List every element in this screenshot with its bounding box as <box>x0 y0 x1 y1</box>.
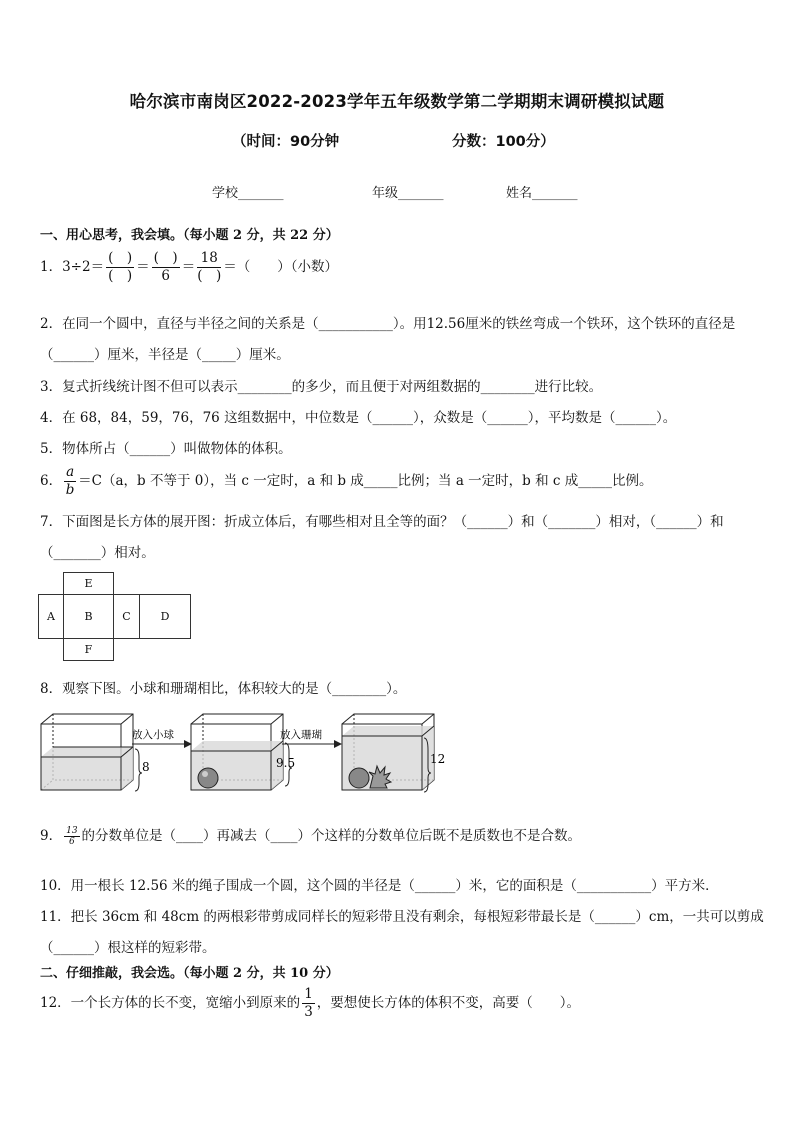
question-10: 10．用一根长 12.56 米的绳子围成一个圆，这个圆的半径是（______）米，它的面积是（___________）平方米． <box>40 878 719 894</box>
question-9: 9． $\frac{13}{6}$ 的分数单位是（____）再减去（____）个这样的分数单位后既不是质数也不是合数。 <box>40 826 582 847</box>
question-7-line-2: （_______）相对。 <box>40 545 155 561</box>
total-score: 分数：100分） <box>452 134 555 150</box>
section-heading-choice: 二、仔细推敲，我会选。（每小题 2 分，共 10 分） <box>40 966 339 981</box>
question-2-line-1: 2．在同一个圆中，直径与半径之间的关系是（___________）。用12.56厘米的铁丝弯成一个铁环，这个铁环的直径是 <box>40 316 736 332</box>
net-face-d: D <box>139 594 191 639</box>
question-3: 3．复式折线统计图不但可以表示________的多少，而且便于对两组数据的________进行比较。 <box>40 379 603 395</box>
page-title: 哈尔滨市南岗区2022-2023学年五年级数学第二学期期末调研模拟试题 <box>129 92 665 111</box>
question-1: 1．3÷2＝ $\frac{( )}{( )}$ ＝ $\frac{( )}{6}$ ＝ $\frac{18}{( )}$ ＝（ ）（小数） <box>40 250 338 284</box>
question-5: 5．物体所占（______）叫做物体的体积。 <box>40 441 292 457</box>
arrow-label-2: 放入珊瑚 <box>280 729 322 741</box>
question-2-line-2: （______）厘米，半径是（_____）厘米。 <box>40 347 290 363</box>
water-displacement-figure <box>36 704 446 804</box>
question-11-line-1: 11．把长 36cm 和 48cm 的两根彩带剪成同样长的短彩带且没有剩余，每根短彩带最长是（______）cm，一共可以剪成 <box>40 909 764 925</box>
height-label-2: 9.5 <box>276 756 296 770</box>
grade-field: 年级_______ <box>372 186 444 201</box>
q1-frac-1: $\frac{( )}{( )}$ <box>108 250 133 284</box>
question-6: 6． $\frac{a}{b}$ ＝C（a，b 不等于 0），当 c 一定时，a 和 b 成_____比例；当 a 一定时，b 和 c 成_____比例。 <box>40 464 653 498</box>
height-label-3: 12 <box>430 752 446 766</box>
time-limit: （时间：90分钟 <box>232 134 340 150</box>
name-field: 姓名_______ <box>506 186 578 201</box>
question-12: 12．一个长方体的长不变，宽缩小到原来的 $\frac{1}{3}$ ，要想使长方体的体积不变，高要（ ）。 <box>40 986 581 1020</box>
question-11-line-2: （______）根这样的短彩带。 <box>40 940 216 956</box>
net-face-f: F <box>63 638 114 661</box>
q12-fraction: $\frac{1}{3}$ <box>304 986 313 1020</box>
q1-frac-3: $\frac{18}{( )}$ <box>197 250 222 284</box>
school-field: 学校_______ <box>212 186 284 201</box>
height-label-1: 8 <box>142 760 150 774</box>
q1-prefix: 1．3÷2＝ <box>40 259 105 275</box>
q6-fraction: $\frac{a}{b}$ <box>65 464 75 498</box>
net-face-b: B <box>63 594 114 639</box>
question-7-line-1: 7．下面图是长方体的展开图：折成立体后，有哪些相对且全等的面？（______）和（_______）相对，（______）和 <box>40 514 724 530</box>
question-8: 8．观察下图。小球和珊瑚相比，体积较大的是（________）。 <box>40 681 407 697</box>
q9-fraction: $\frac{13}{6}$ <box>66 826 78 847</box>
net-face-c: C <box>113 594 140 639</box>
q1-frac-2: $\frac{( )}{6}$ <box>153 250 178 284</box>
section-heading-fill: 一、用心思考，我会填。（每小题 2 分，共 22 分） <box>40 228 339 243</box>
net-face-a: A <box>38 594 64 639</box>
arrow-label-1: 放入小球 <box>132 729 174 741</box>
question-4: 4．在 68，84，59，76，76 这组数据中，中位数是（______），众数是（______），平均数是（______）。 <box>40 410 677 426</box>
net-face-e: E <box>63 572 114 595</box>
